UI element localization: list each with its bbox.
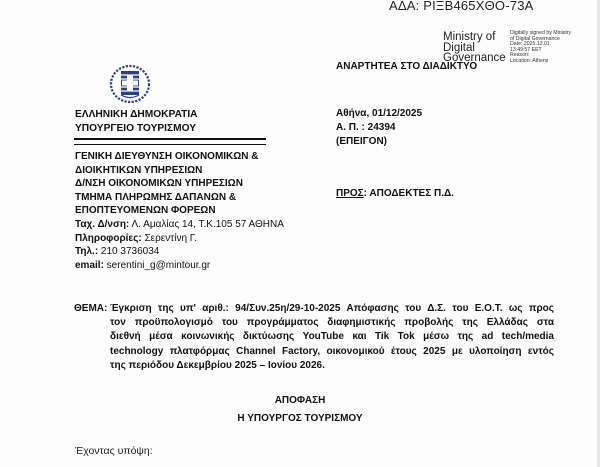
phone-row bbox=[75, 245, 284, 259]
signature-org-line: Governance bbox=[443, 52, 506, 64]
ada-code: ΑΔΑ: ΡΙΞΒ465ΧΘΟ-73Α bbox=[389, 0, 534, 13]
subject-line: technology πλατφόρμας Channel Factory, οικονομικού έτους 2025 με υλοποίηση εντός bbox=[110, 345, 554, 357]
org-line: ΕΠΟΠΤΕΥΟΜΕΝΩΝ ΦΟΡΕΩΝ bbox=[75, 205, 216, 217]
phone-value: 210 3736034 bbox=[98, 246, 160, 258]
org-line: ΓΕΝΙΚΗ ΔΙΕΥΘΥΝΣΗ ΟΙΚΟΝΟΜΙΚΩΝ & bbox=[75, 151, 259, 162]
signature-detail-line: Reason: bbox=[510, 52, 530, 59]
document-meta bbox=[336, 107, 422, 148]
address-row bbox=[75, 218, 284, 232]
email-row bbox=[75, 259, 284, 273]
place-date bbox=[336, 107, 422, 121]
subject-line: τον προϋπολογισμό του προγράμματος διαφημιστικής προβολής της Ελλάδας στα bbox=[110, 317, 554, 329]
subject-line: Έγκριση της υπ' αριθ.: 94/Συν.25η/29-10-2025 Απόφασης του Δ.Σ. του Ε.Ο.Τ. ως προς bbox=[110, 303, 554, 314]
place-date-text: Αθήνα, 01/12/2025 bbox=[336, 108, 423, 119]
ministry-name: ΥΠΟΥΡΓΕΙΟ ΤΟΥΡΙΣΜΟΥ bbox=[75, 122, 197, 134]
address-value: Λ. Αμαλίας 14, Τ.Κ.105 57 ΑΘΗΝΑ bbox=[129, 218, 284, 230]
protocol-number: Α. Π. : 24394 bbox=[336, 121, 396, 133]
subject-text bbox=[110, 302, 554, 373]
signature-org-line: Digital bbox=[443, 41, 475, 54]
coat-of-arms-icon bbox=[107, 62, 153, 106]
email-label: email: bbox=[75, 259, 104, 271]
email-value[interactable]: serentini_g@mintour.gr bbox=[103, 259, 211, 271]
phone-label: Τηλ.: bbox=[75, 246, 99, 258]
republic-name: ΕΛΛΗΝΙΚΗ ΔΗΜΟΚΡΑΤΙΑ bbox=[75, 109, 198, 120]
signature-detail-line: Location: Athens bbox=[510, 57, 549, 64]
address-label: Ταχ. Δ/νση: bbox=[75, 218, 130, 230]
header-double-rule bbox=[74, 138, 266, 145]
having-in-mind: Έχοντας υπόψη: bbox=[75, 445, 153, 457]
info-row bbox=[75, 232, 284, 246]
signature-detail-line: of Digital Governance bbox=[510, 35, 560, 42]
decision-authority: Η ΥΠΟΥΡΓΟΣ ΤΟΥΡΙΣΜΟΥ bbox=[237, 413, 363, 424]
subject-line: διεθνή μέσα κοινωνικής δικτύωσης YouTube και Tik Tok μέσω της ad tech/media bbox=[110, 331, 554, 343]
subject-line: της περιόδου Δεκεμβρίου 2025 – Ιονίου 2026. bbox=[110, 359, 325, 371]
decision-title: ΑΠΟΦΑΣΗ bbox=[274, 395, 326, 406]
recipient-label: ΠΡΟΣ bbox=[336, 188, 364, 199]
signature-detail-line: Digitally signed by Ministry bbox=[510, 30, 572, 36]
signature-org-line: Ministry of bbox=[443, 31, 496, 43]
digital-signature-organization bbox=[443, 32, 506, 64]
recipient bbox=[336, 188, 454, 199]
digital-signature-details bbox=[510, 31, 571, 65]
header-left bbox=[75, 108, 198, 135]
signature-detail-line: Date: 2025.12.01 bbox=[510, 41, 550, 48]
info-value: Σερεντίνη Γ. bbox=[141, 232, 197, 244]
priority: (ΕΠΕΙΓΟΝ) bbox=[336, 135, 388, 147]
recipient-value: : ΑΠΟΔΕΚΤΕΣ Π.Δ. bbox=[363, 188, 454, 199]
post-online-notice: ΑΝΑΡΤΗΤΕΑ ΣΤΟ ΔΙΑΔΙΚΤΥΟ bbox=[336, 61, 478, 72]
organization-block bbox=[75, 150, 284, 272]
org-line: ΤΜΗΜΑ ΠΛΗΡΩΜΗΣ ΔΑΠΑΝΩΝ & bbox=[75, 191, 237, 203]
org-line: ΔΙΟΙΚΗΤΙΚΩΝ ΥΠΗΡΕΣΙΩΝ bbox=[75, 164, 203, 176]
subject-label: ΘΕΜΑ: bbox=[74, 303, 108, 314]
subject-block bbox=[74, 302, 554, 373]
info-label: Πληροφορίες: bbox=[75, 232, 142, 244]
signature-detail-line: 13:49:57 EET bbox=[510, 46, 542, 53]
org-line: Δ/ΝΣΗ ΟΙΚΟΝΟΜΙΚΩΝ ΥΠΗΡΕΣΙΩΝ bbox=[75, 178, 243, 190]
